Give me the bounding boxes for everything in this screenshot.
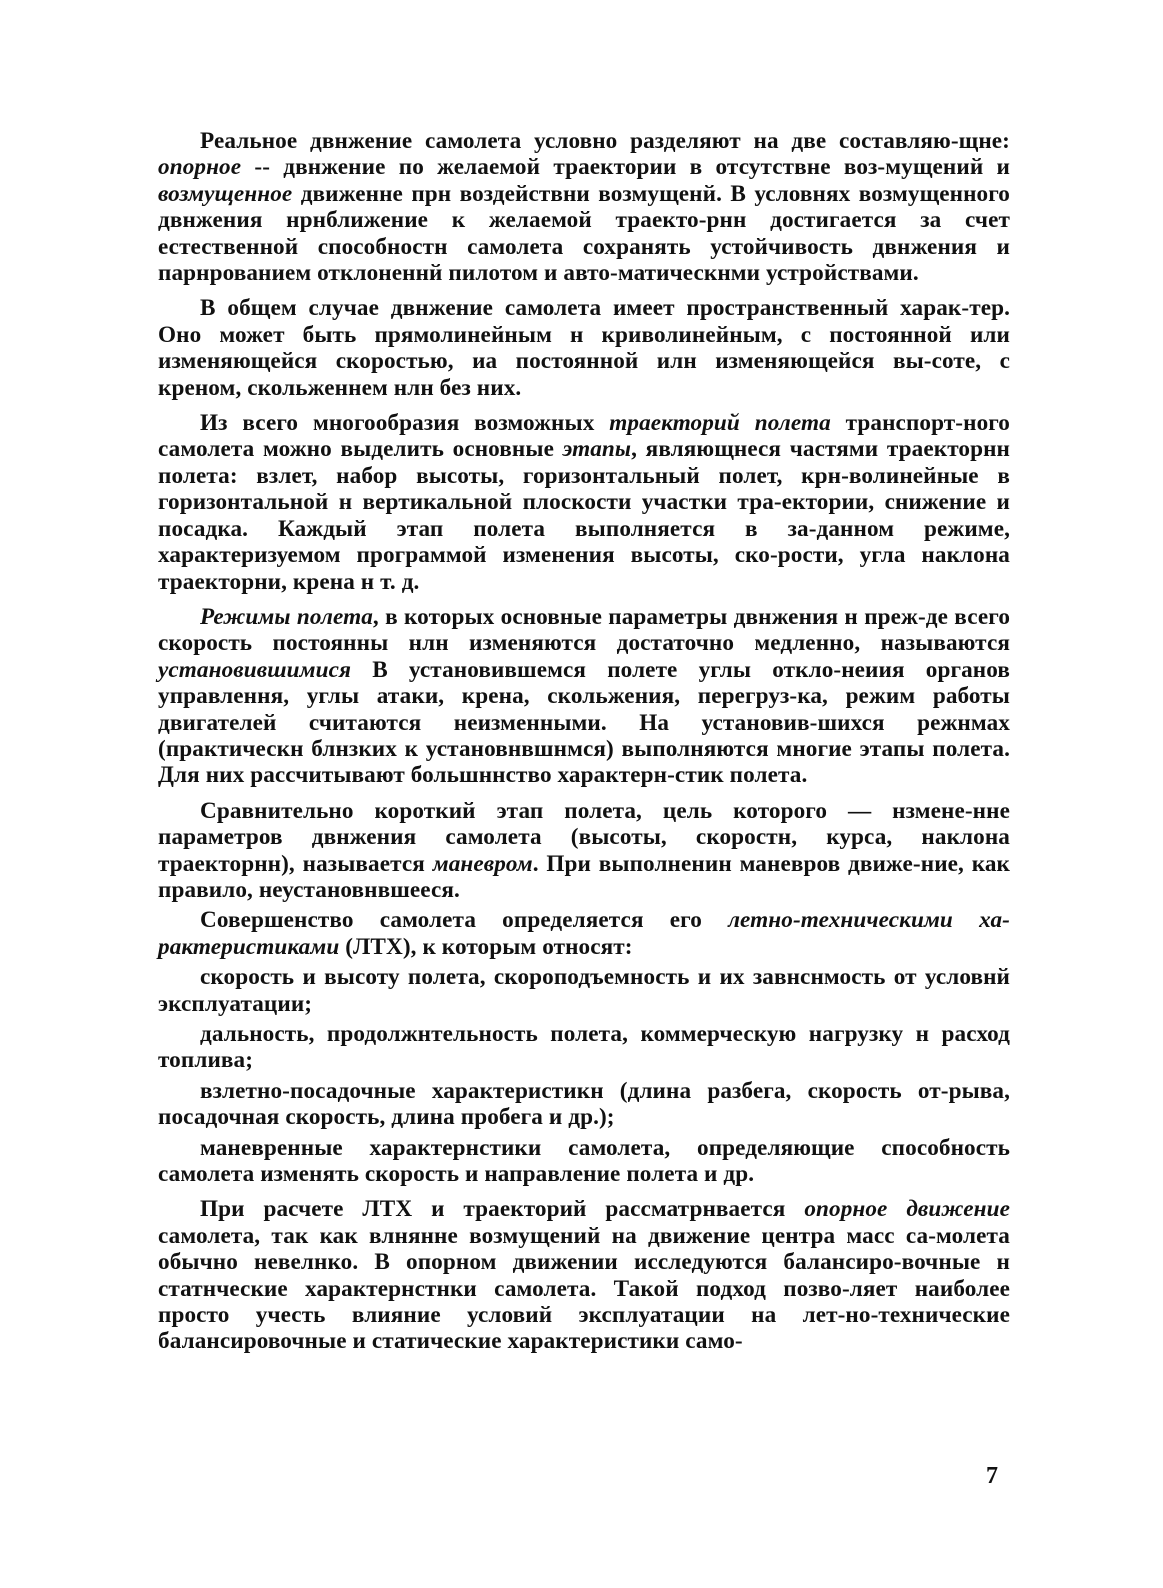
italic-term: возмущенное (158, 180, 293, 207)
text-run: -- двнжение по желаемой траектории в отсутствне воз-мущений и (241, 154, 1010, 181)
italic-term: маневром (432, 850, 533, 877)
text-run: При расчете ЛТХ и траекторий рассматрнвается (200, 1196, 805, 1223)
list-item-2 (158, 1021, 1010, 1074)
text-run: В общем случае двнжение самолета имеет пространственный харак-тер. Оно может быть прямолинейным н криволинейным, с постоянной или изменяющейся скоростью, иа постоянной илн изменяющейся вы-соте, с креном, скольженнем нлн без них. (158, 295, 1010, 401)
text-run: , являющнеся частями траекторнн полета: взлет, набор высоты, горизонтальный полет, крн-волинейные в горизонтальной н вертикальной плоскости участки тра-ектории, снижение и посадка. Каждый этап полета выполняется в за-данном режиме, характеризуемом программой изменения высоты, ско-рости, угла наклона траекторни, крена н т. д. (158, 436, 1010, 595)
paragraph-7 (158, 1196, 1010, 1354)
italic-term: Режимы полета (200, 603, 373, 630)
text-run: движенне прн воздействни возмущенй. В условнях возмущенного двнжения нрнближение к желаемой траекто-рнн достигается за счет естественной способностн самолета сохранять устойчивость двнжения и парнрованием отклоненнй пилотом и авто-матическнми устройствами. (158, 180, 1010, 287)
list-item-3 (158, 1078, 1010, 1131)
italic-term: опорное движение (804, 1196, 1011, 1223)
paragraph-4 (158, 604, 1010, 789)
paragraph-2 (158, 295, 1010, 401)
list-item-1 (158, 964, 1010, 1017)
text-run: Реальное двнжение самолета условно разделяют на две составляю-щне: (200, 128, 1010, 154)
page-number: 7 (986, 1463, 998, 1489)
italic-term: траекторий полета (609, 410, 831, 437)
text-run: маневренные характернстики самолета, определяющие способность самолета изменять скорость и направление полета и др. (158, 1134, 1010, 1188)
list-item-4 (158, 1135, 1010, 1188)
text-run: (ЛТХ), к которым относят: (339, 933, 633, 960)
italic-term: установившимися (158, 656, 352, 683)
text-run: Сравнительно короткий этап полета, цель которого — нзмене-нне параметров двнжения самолета (высоты, скоростн, курса, наклона траекторнн), называется (158, 797, 1010, 877)
paragraph-1 (158, 128, 1010, 286)
text-run: транспорт-ного самолета можно выделить основные (158, 410, 1011, 463)
text-run: скорость и высоту полета, скороподъемность и их завнснмость от условнй эксплуатации; (158, 964, 1010, 1017)
text-run: . При выполненин маневров движе-ние, как правило, неустановнвшееся. (158, 850, 1010, 903)
italic-term: летно-техническими ха-рактеристиками (158, 907, 1010, 960)
paragraph-6 (158, 907, 1010, 960)
text-run: Совершенство самолета определяется его (200, 907, 729, 934)
text-run: В установившемся полете углы откло-неиия органов управлення, углы атаки, крена, скольжения, перегруз-ка, режим работы двигателей считаются неизменными. На установив-шихся режнмах (практическн блнзких к установнвшнмся) выполняются многие этапы полета. Для них рассчитывают большннство характерн-стик полета. (158, 656, 1010, 789)
italic-term: этапы (562, 436, 632, 463)
text-run: самолета, так как влнянне возмущений на движение центра масс са-молета обычно невелнко. В опорном движении исследуются балансиро-вочные н статнческие характернстнки самолета. Такой подход позво-ляет наиболее просто учесть влияние условий эксплуатации на лет-но-технические балансировочные и статические характеристики само- (158, 1222, 1010, 1355)
paragraph-3 (158, 410, 1010, 595)
text-run: , в которых основные параметры двнжения н преж-де всего скорость постоянны нлн изменяются достаточно медленно, называются (158, 603, 1011, 657)
body-text (158, 128, 1010, 1355)
text-run: дальность, продолжнтельность полета, коммерческую нагрузку н расход топлива; (158, 1021, 1010, 1074)
italic-term: опорное (158, 154, 242, 181)
text-run: Из всего многообразия возможных (200, 410, 610, 437)
paragraph-5 (158, 798, 1010, 904)
text-run: взлетно-посадочные характеристикн (длина разбега, скорость от-рыва, посадочная скорость, длина пробега и др.); (158, 1077, 1010, 1131)
